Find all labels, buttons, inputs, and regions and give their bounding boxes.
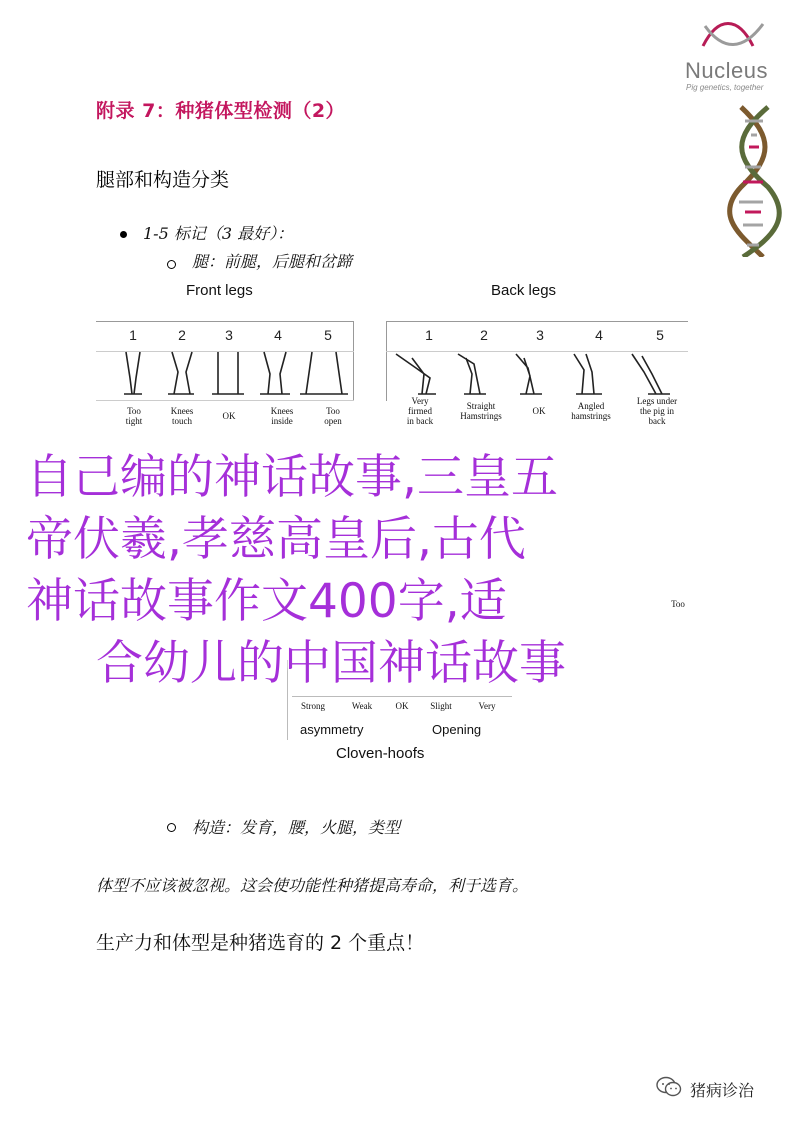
- overlay-line-2: 帝伏羲,孝慈高皇后,古代: [26, 512, 526, 567]
- front-number-5: 5: [324, 327, 332, 343]
- front-leg-drawing-4: [260, 352, 290, 394]
- back-caption-1: Very firmed in back: [406, 396, 434, 426]
- hind-caption-right: Too: [671, 599, 685, 609]
- back-leg-drawing-1: [396, 354, 436, 394]
- back-number-3: 3: [536, 327, 544, 343]
- cloven-rule: [292, 696, 512, 697]
- key-point-text: 生产力和体型是种猪选育的 2 个重点！: [96, 932, 425, 954]
- figure-top-rule-front: [96, 321, 354, 322]
- back-legs-label: Back legs: [491, 282, 557, 299]
- cloven-hoofs-title: Cloven-hoofs: [336, 745, 425, 762]
- sub-bullet-circle-icon: [167, 260, 176, 269]
- back-number-4: 4: [595, 327, 603, 343]
- front-caption-1: Too tight: [125, 406, 143, 426]
- cloven-caption-1: Strong: [300, 701, 325, 711]
- back-leg-drawing-4: [574, 354, 602, 394]
- logo-mark-icon: [703, 24, 763, 47]
- back-leg-drawing-3: [516, 354, 542, 394]
- bullet-dot-icon: [120, 231, 127, 238]
- section-title: 腿部和构造分类: [96, 169, 230, 191]
- cloven-caption-2: Weak: [351, 701, 373, 711]
- logo-tagline: Pig genetics, together: [686, 83, 764, 92]
- struct-bullet-circle-icon: [167, 823, 176, 832]
- overlay-line-4: 合幼儿的中国神话故事: [96, 636, 566, 691]
- front-caption-3: OK: [222, 411, 236, 421]
- back-caption-4: Angled hamstrings: [571, 401, 611, 421]
- overlay-line-3: 神话故事作文400字,适: [26, 574, 507, 629]
- structure-sub-bullet: 构造：发育，腰，火腿，类型: [192, 818, 401, 837]
- nucleus-logo: [675, 12, 785, 257]
- back-number-1: 1: [425, 327, 433, 343]
- back-caption-2: Straight Hamstrings: [460, 401, 502, 421]
- overlay-line-1: 自己编的神话故事,三皇五: [26, 450, 558, 505]
- legs-sub-bullet: 腿：前腿，后腿和岔蹄: [192, 252, 353, 271]
- back-number-2: 2: [480, 327, 488, 343]
- front-number-1: 1: [129, 327, 137, 343]
- front-number-3: 3: [225, 327, 233, 343]
- front-caption-5: Too open: [324, 406, 342, 426]
- front-leg-drawing-1: [124, 352, 142, 394]
- dna-helix-icon: [730, 107, 780, 257]
- logo-wordmark: Nucleus: [685, 58, 768, 83]
- front-caption-4: Knees inside: [270, 406, 294, 426]
- front-number-4: 4: [274, 327, 282, 343]
- back-caption-5: Legs under the pig in back: [636, 396, 678, 426]
- front-legs-label: Front legs: [186, 282, 253, 299]
- cloven-caption-5: Very: [478, 701, 496, 711]
- wechat-account-label: 猪病诊治: [690, 1081, 755, 1100]
- body-paragraph: 体型不应该被忽视。这会使功能性种猪提高寿命，利于选育。: [96, 876, 529, 895]
- leg-diagram-drawings: [96, 348, 696, 402]
- front-leg-drawing-5: [300, 352, 348, 394]
- cloven-caption-4: Slight: [430, 701, 452, 711]
- cloven-sub-1: asymmetry: [300, 722, 364, 737]
- scoring-bullet: 1-5 标记（3 最好）：: [143, 224, 294, 243]
- back-leg-drawing-2: [458, 354, 486, 394]
- back-caption-3: OK: [532, 406, 546, 416]
- front-leg-drawing-2: [168, 352, 194, 394]
- cloven-caption-3: OK: [395, 701, 409, 711]
- figure-top-rule-back: [386, 321, 688, 322]
- front-number-2: 2: [178, 327, 186, 343]
- wechat-icon: [656, 1076, 682, 1098]
- cloven-sub-2: Opening: [432, 722, 482, 737]
- front-caption-2: Knees touch: [170, 406, 194, 426]
- front-leg-drawing-3: [212, 352, 244, 394]
- back-leg-drawing-5: [632, 354, 670, 394]
- appendix-title: 附录 7：种猪体型检测（2）: [96, 100, 346, 122]
- back-number-5: 5: [656, 327, 664, 343]
